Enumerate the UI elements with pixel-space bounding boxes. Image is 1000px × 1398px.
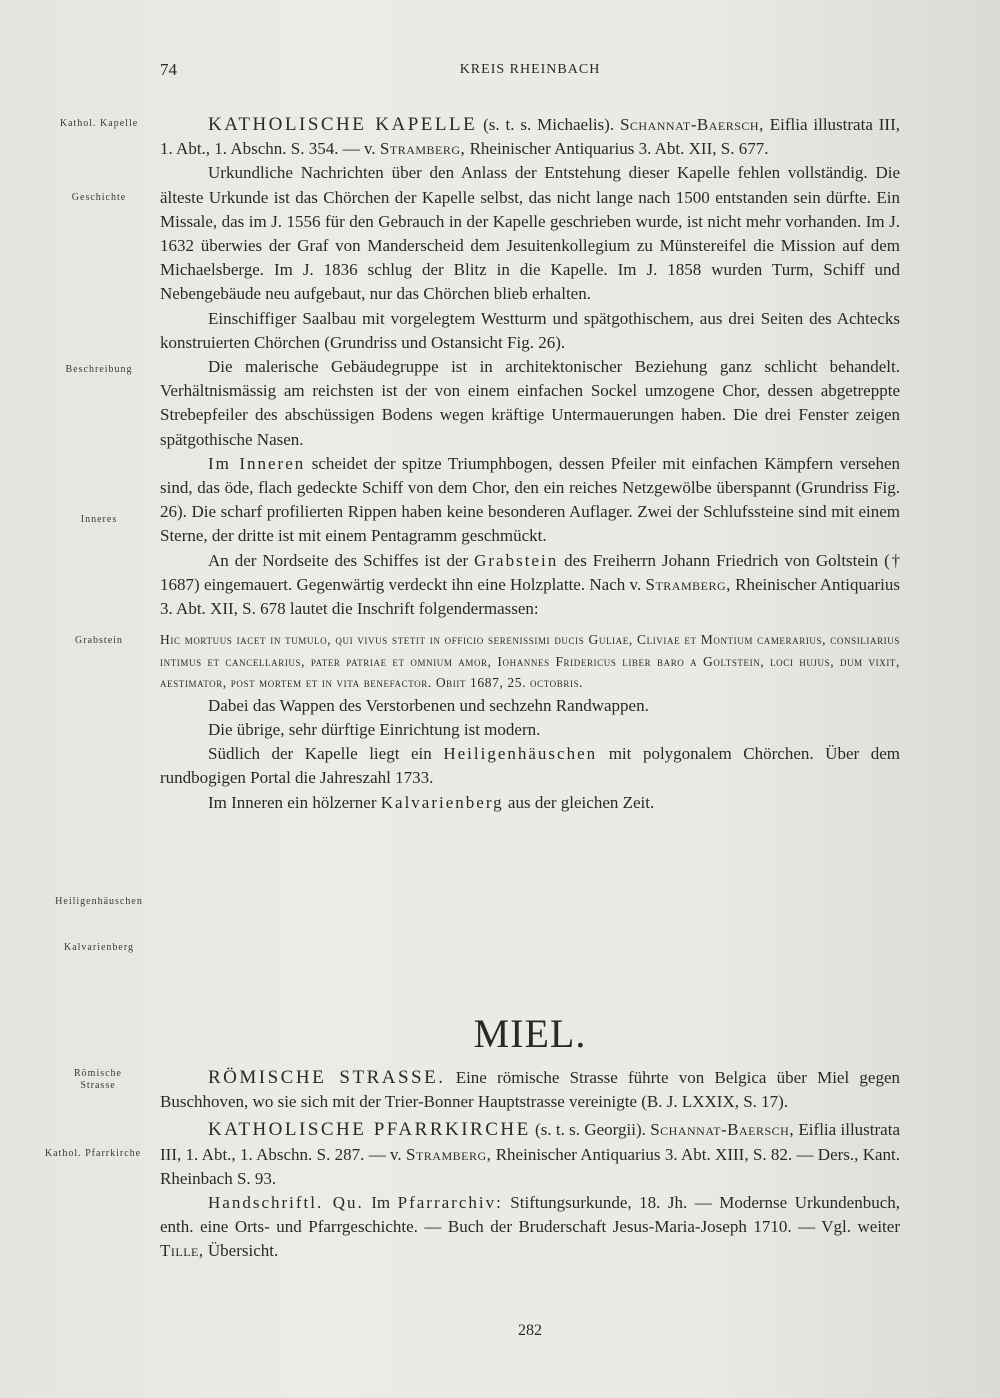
inscription-text: Hic mortuus iacet in tumulo, qui vivus stetit in officio serenissimi ducis Guliae, Cliviae et Montium camerarius, consiliarius intimus et cancellarius, pater patriae et omnium amor, Iohannes Fridericus liber baro a Goltstein, loci hujus, dum vixit, aestimator, post mortem et in vita benefactor. Obiit 1687, 25. octobris. — [160, 632, 900, 691]
sheet-number: 282 — [518, 1322, 542, 1339]
inneres-paragraph: Im Inneren scheidet der spitze Triumphbogen, dessen Pfeiler mit einfachen Kämpfern versehen sind, das öde, flach gedeckte Schiff von dem Chor, den ein reiches Netzgewölbe überspannt (Grundriss Fig. 26). Die scharf profilierten Rippen haben keine besonderen Auflager. Zwei der Schlufssteine sind mit einem Sterne, der dritte ist mit einem Pentagramm geschmückt. — [160, 453, 900, 546]
heiligenhaeuschen-lead: Heiligenhäuschen — [443, 744, 598, 764]
pfarrkirche-paragraph: KATHOLISCHE PFARRKIRCHE (s. t. s. Georgii). Schannat-Baersch, Eiflia illustrata III, 1. Abt., 1. Abschn. S. 287. — v. Stramberg, Rheinischer Antiquarius 3. Abt. XIII, S. 82. — Ders., Kant. Rheinbach S. 93. — [160, 1119, 900, 1188]
sidenote-beschreibung: Beschreibung — [65, 364, 133, 375]
beschreibung-paragraph-1: Einschiffiger Saalbau mit vorgelegtem Westturm und spätgothischem, aus drei Seiten des Achtecks konstruierten Chörchen (Grundriss und Ostansicht Fig. 26). — [160, 308, 900, 352]
sidenote-heiligenhaeuschen: Heiligenhäuschen — [55, 896, 143, 907]
sidenote-kathol-kapelle: Kathol. Kapelle — [59, 118, 139, 129]
grabstein-lead: Grabstein — [474, 550, 559, 570]
author-schannat: Schannat-Baersch, — [619, 115, 764, 134]
kapelle-reference: KATHOLISCHE KAPELLE (s. t. s. Michaelis). Schannat-Baersch, Eiflia illustrata III, 1. Abt., 1. Abschn. S. 354. — v. Stramberg, Rheinischer Antiquarius 3. Abt. XII, S. 677. — [160, 114, 900, 159]
sidenote-kalvarienberg: Kalvarienberg — [63, 942, 134, 953]
grabstein-after-1: Dabei das Wappen des Verstorbenen und sechzehn Randwappen. — [208, 695, 649, 715]
geschichte-paragraph: Urkundliche Nachrichten über den Anlass der Entstehung dieser Kapelle fehlen vollständig. Die älteste Urkunde ist das Chörchen der Kapelle selbst, das nicht lange nach 1500 entstanden sein dürfte. Ein Missale, das im J. 1556 für den Gebrauch in der Kapelle geschrieben wurde, ist nicht mehr vorhanden. Im J. 1632 überwies der Graf von Manderscheid dem Jesuitenkollegium zu Münstereifel die Mission auf dem Michaelsberge. Im J. 1836 schlug der Blitz in die Kapelle. Im J. 1858 wurden Turm, Schiff und Nebengebäude neu aufgebaut, nur das Chörchen blieb erhalten. — [160, 163, 900, 304]
kapelle-heading: KATHOLISCHE KAPELLE — [208, 114, 478, 135]
pfarrarchiv-paragraph: Handschriftl. Qu. Im Pfarrarchiv: Stiftungsurkunde, 18. Jh. — Modernse Urkundenbuch, enth. eine Orts- und Pfarrgeschichte. — Buch der Bruderschaft Jesus-Maria-Joseph 1710. — Vgl. weiter Tille, Übersicht. — [160, 1193, 900, 1261]
sidenote-roemische-strasse: Römische Strasse — [74, 1068, 122, 1091]
page-header — [160, 60, 900, 82]
page-number: 74 — [160, 60, 177, 79]
sidenote-grabstein: Grabstein — [75, 635, 123, 646]
section-miel — [160, 1066, 900, 1264]
sidenote-kathol-pfarrkirche: Kathol. Pfarrkirche — [44, 1148, 142, 1159]
running-head: KREIS RHEINBACH — [459, 62, 601, 77]
sidenote-geschichte: Geschichte — [71, 192, 127, 203]
kalvarienberg-paragraph: Im Inneren ein hölzerner Kalvarienberg aus der gleichen Zeit. — [208, 792, 655, 812]
grabstein-paragraph: An der Nordseite des Schiffes ist der Grabstein des Freiherrn Johann Friedrich von Goltstein († 1687) eingemauert. Gegenwärtig verdeckt ihn eine Holzplatte. Nach v. Stramberg, Rheinischer Antiquarius 3. Abt. XII, S. 678 lautet die Inschrift folgendermassen: — [160, 550, 900, 619]
kalvarienberg-lead: Kalvarienberg — [380, 792, 504, 812]
roemische-heading: RÖMISCHE STRASSE. — [208, 1067, 446, 1088]
section-kapelle — [160, 113, 900, 815]
grabstein-after-2: Die übrige, sehr dürftige Einrichtung ist modern. — [208, 719, 541, 739]
pfarrkirche-heading: KATHOLISCHE PFARRKIRCHE — [208, 1119, 531, 1141]
author-stramberg: Stramberg, — [379, 139, 466, 159]
inneres-lead: Im Inneren — [208, 453, 306, 473]
section-title-miel: MIEL. — [473, 1011, 587, 1056]
heiligenhaeuschen-paragraph: Südlich der Kapelle liegt ein Heiligenhäuschen mit polygonalem Chörchen. Über dem rundbogigen Portal die Jahreszahl 1733. — [160, 744, 900, 788]
roemische-strasse-paragraph: RÖMISCHE STRASSE. Eine römische Strasse führte von Belgica über Miel gegen Buschhoven, wo sie sich mit der Trier-Bonner Hauptstrasse vereinigte (B. J. LXXIX, S. 17). — [160, 1067, 900, 1112]
sidenote-inneres: Inneres — [80, 514, 118, 525]
beschreibung-paragraph-2: Die malerische Gebäudegruppe ist in architektonischer Beziehung ganz schlicht behandelt. Verhältnismässig am reichsten ist der von einem einfachen Sockel umzogene Chor, dessen abgetreppte Strebepfeiler des abschüssigen Bodens wegen kräftige Untermauerungen haben. Die drei Fenster zeigen spätgothische Nasen. — [160, 357, 900, 449]
